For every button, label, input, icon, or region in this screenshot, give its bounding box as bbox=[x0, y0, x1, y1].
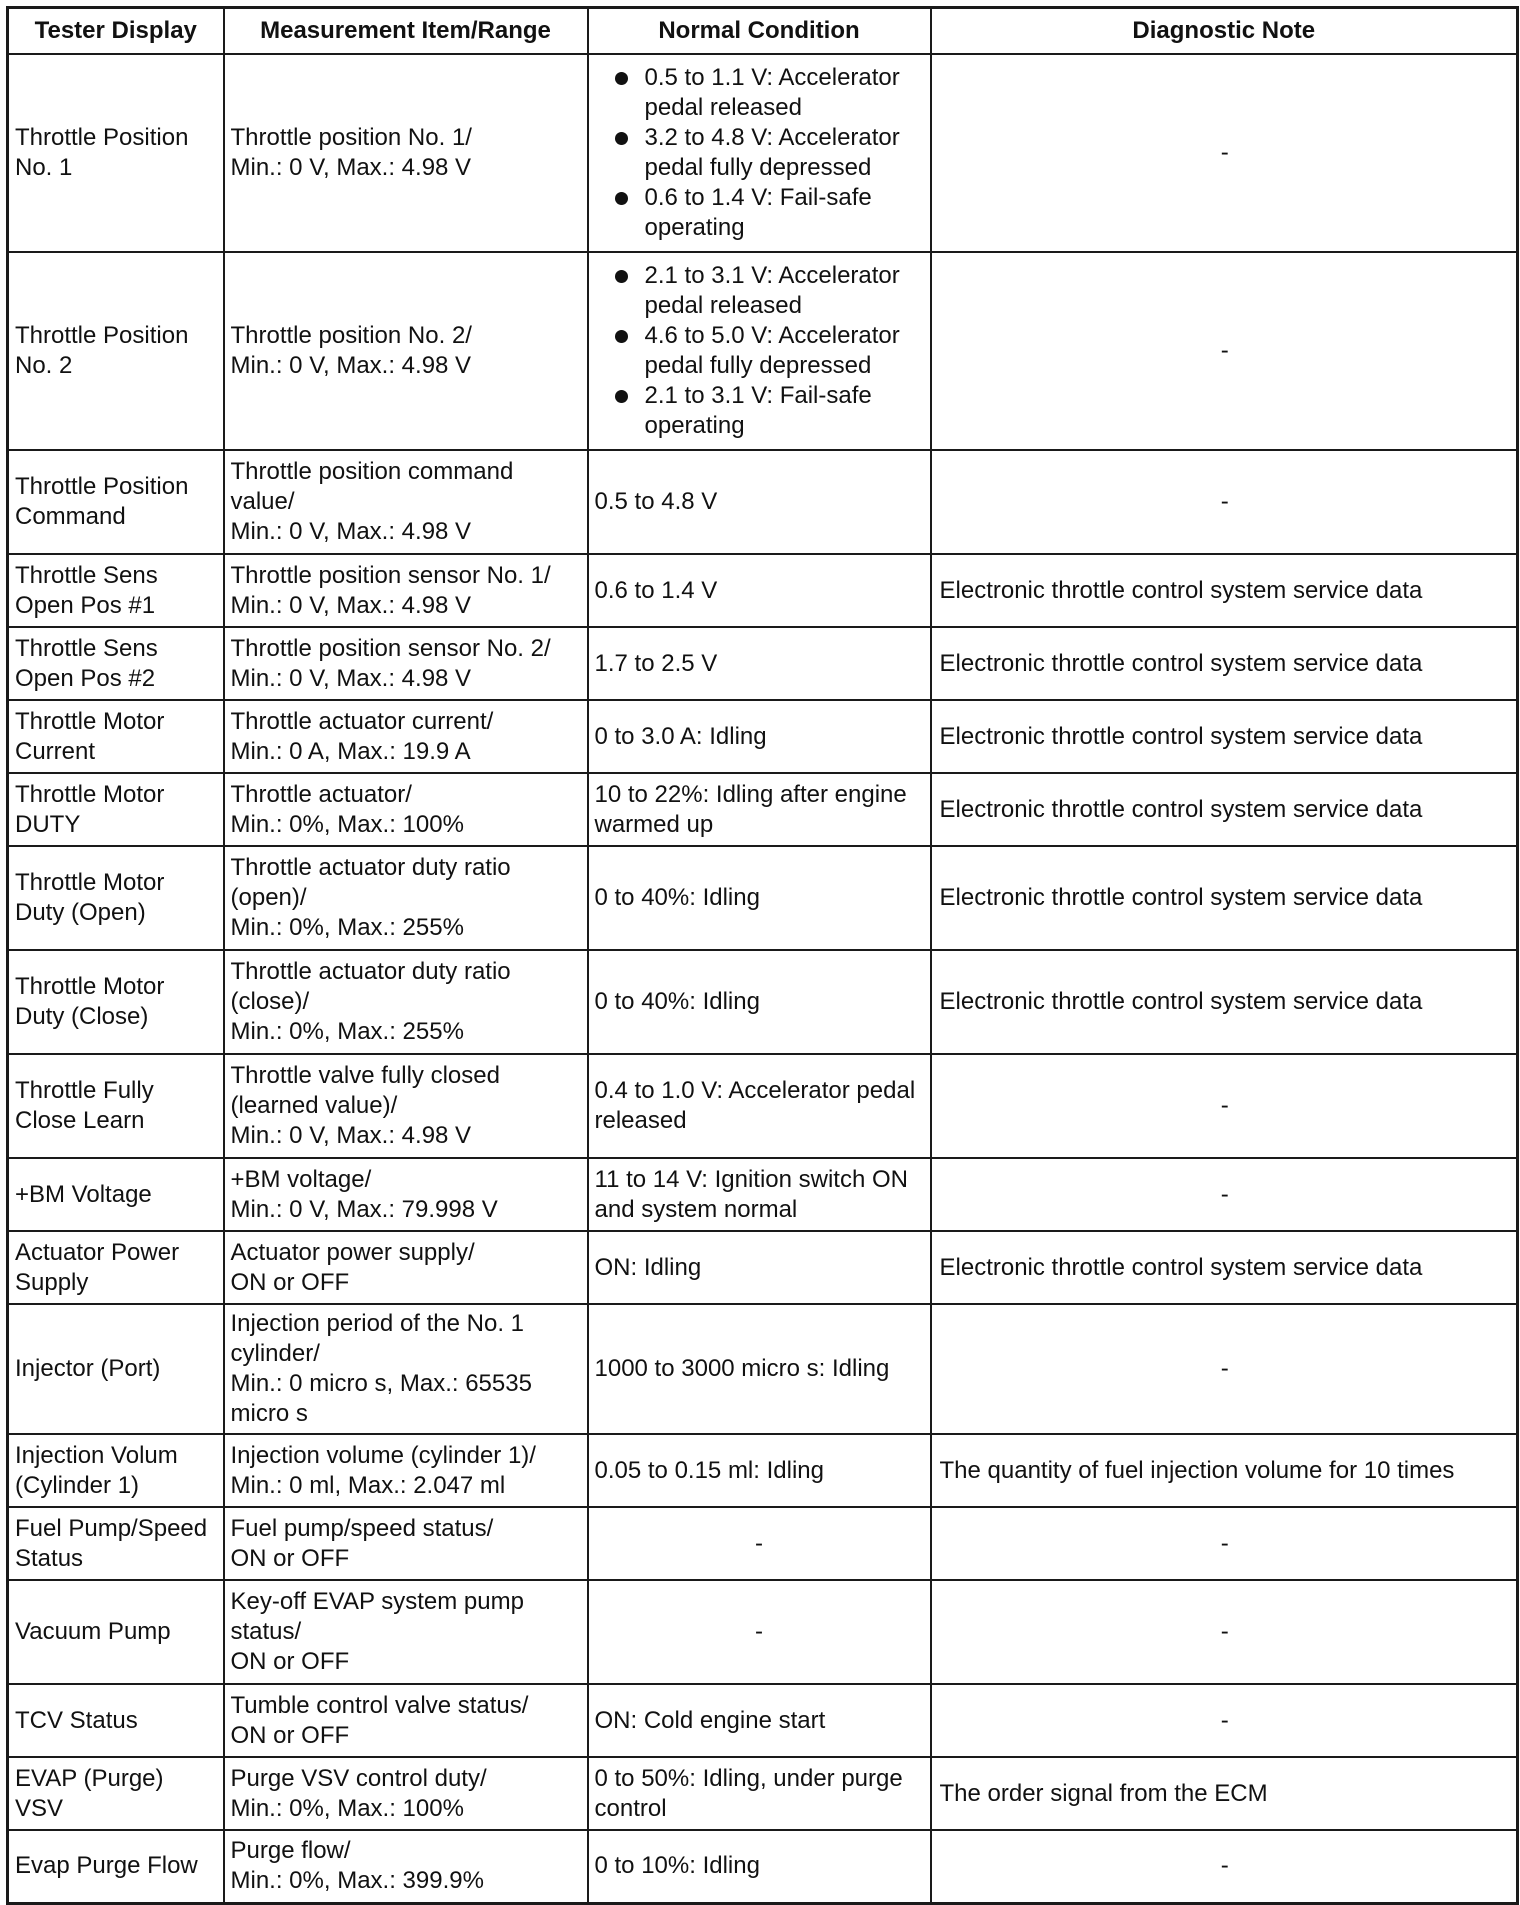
measurement-item-cell: Tumble control valve status/ ON or OFF bbox=[224, 1684, 588, 1757]
table-row bbox=[8, 1054, 1518, 1158]
table-row bbox=[8, 773, 1518, 846]
diagnostic-note-cell: Electronic throttle control system service data bbox=[931, 1231, 1518, 1304]
table-row bbox=[8, 627, 1518, 700]
normal-condition-cell: 0.4 to 1.0 V: Accelerator pedal released bbox=[588, 1054, 931, 1158]
normal-condition-cell: 0 to 10%: Idling bbox=[588, 1830, 931, 1903]
normal-condition-cell: ON: Cold engine start bbox=[588, 1684, 931, 1757]
header-measurement-item: Measurement Item/Range bbox=[224, 8, 588, 55]
table-row bbox=[8, 554, 1518, 627]
normal-condition-cell: - bbox=[588, 1580, 931, 1684]
diagnostic-note-cell: Electronic throttle control system service data bbox=[931, 950, 1518, 1054]
measurement-item-cell: Purge flow/ Min.: 0%, Max.: 399.9% bbox=[224, 1830, 588, 1903]
measurement-item-cell: Injection period of the No. 1 cylinder/ Min.: 0 micro s, Max.: 65535 micro s bbox=[224, 1304, 588, 1434]
normal-condition-cell: 0.6 to 1.4 V bbox=[588, 554, 931, 627]
header-row bbox=[8, 8, 1518, 55]
header-diagnostic-note: Diagnostic Note bbox=[931, 8, 1518, 55]
table-row bbox=[8, 54, 1518, 252]
tester-display-cell: Fuel Pump/Speed Status bbox=[8, 1507, 224, 1580]
tester-display-cell: Throttle Fully Close Learn bbox=[8, 1054, 224, 1158]
condition-list-item: 4.6 to 5.0 V: Accelerator pedal fully depressed bbox=[609, 321, 924, 381]
tester-display-cell: Throttle Position No. 1 bbox=[8, 54, 224, 252]
header-normal-condition: Normal Condition bbox=[588, 8, 931, 55]
table-row bbox=[8, 1684, 1518, 1757]
tester-display-cell: Throttle Motor DUTY bbox=[8, 773, 224, 846]
tester-display-cell: Injection Volum (Cylinder 1) bbox=[8, 1434, 224, 1507]
diagnostic-note-cell: - bbox=[931, 252, 1518, 450]
header-tester-display: Tester Display bbox=[8, 8, 224, 55]
tester-display-cell: Throttle Motor Current bbox=[8, 700, 224, 773]
normal-condition-cell: 0 to 50%: Idling, under purge control bbox=[588, 1757, 931, 1830]
tester-display-cell: Injector (Port) bbox=[8, 1304, 224, 1434]
diagnostic-note-cell: The order signal from the ECM bbox=[931, 1757, 1518, 1830]
tester-display-cell: Vacuum Pump bbox=[8, 1580, 224, 1684]
normal-condition-cell: 10 to 22%: Idling after engine warmed up bbox=[588, 773, 931, 846]
diagnostic-note-cell: - bbox=[931, 1054, 1518, 1158]
tester-display-cell: Evap Purge Flow bbox=[8, 1830, 224, 1903]
table-row bbox=[8, 1580, 1518, 1684]
table-row bbox=[8, 1757, 1518, 1830]
diagnostic-note-cell: - bbox=[931, 1304, 1518, 1434]
table-row bbox=[8, 1231, 1518, 1304]
table-row bbox=[8, 1830, 1518, 1903]
diagnostic-note-cell: - bbox=[931, 1580, 1518, 1684]
measurement-item-cell: Throttle actuator duty ratio (open)/ Min.: 0%, Max.: 255% bbox=[224, 846, 588, 950]
measurement-item-cell: Throttle position No. 2/ Min.: 0 V, Max.: 4.98 V bbox=[224, 252, 588, 450]
table-row bbox=[8, 1304, 1518, 1434]
diagnostic-note-cell: - bbox=[931, 1684, 1518, 1757]
table-row bbox=[8, 450, 1518, 554]
measurement-item-cell: Throttle actuator duty ratio (close)/ Min.: 0%, Max.: 255% bbox=[224, 950, 588, 1054]
condition-list-item: 3.2 to 4.8 V: Accelerator pedal fully depressed bbox=[609, 123, 924, 183]
tester-display-cell: Throttle Position Command bbox=[8, 450, 224, 554]
tester-display-cell: Throttle Motor Duty (Open) bbox=[8, 846, 224, 950]
table-row bbox=[8, 950, 1518, 1054]
condition-list-item: 2.1 to 3.1 V: Fail-safe operating bbox=[609, 381, 924, 441]
tester-display-cell: Actuator Power Supply bbox=[8, 1231, 224, 1304]
table-row bbox=[8, 252, 1518, 450]
diagnostic-note-cell: Electronic throttle control system service data bbox=[931, 700, 1518, 773]
tester-display-cell: Throttle Sens Open Pos #2 bbox=[8, 627, 224, 700]
condition-list-item: 0.6 to 1.4 V: Fail-safe operating bbox=[609, 183, 924, 243]
diagnostic-note-cell: - bbox=[931, 1158, 1518, 1231]
table-row bbox=[8, 1507, 1518, 1580]
measurement-item-cell: Throttle position No. 1/ Min.: 0 V, Max.: 4.98 V bbox=[224, 54, 588, 252]
tester-display-cell: Throttle Motor Duty (Close) bbox=[8, 950, 224, 1054]
normal-condition-cell: 0.5 to 4.8 V bbox=[588, 450, 931, 554]
condition-list-item: 0.5 to 1.1 V: Accelerator pedal released bbox=[609, 63, 924, 123]
measurement-item-cell: Throttle actuator current/ Min.: 0 A, Max.: 19.9 A bbox=[224, 700, 588, 773]
condition-list bbox=[595, 261, 924, 441]
measurement-item-cell: Injection volume (cylinder 1)/ Min.: 0 ml, Max.: 2.047 ml bbox=[224, 1434, 588, 1507]
measurement-item-cell: Throttle position sensor No. 1/ Min.: 0 V, Max.: 4.98 V bbox=[224, 554, 588, 627]
diagnostic-note-cell: - bbox=[931, 1507, 1518, 1580]
measurement-item-cell: Key-off EVAP system pump status/ ON or OFF bbox=[224, 1580, 588, 1684]
tester-display-cell: EVAP (Purge) VSV bbox=[8, 1757, 224, 1830]
normal-condition-cell: 0 to 40%: Idling bbox=[588, 950, 931, 1054]
measurement-item-cell: +BM voltage/ Min.: 0 V, Max.: 79.998 V bbox=[224, 1158, 588, 1231]
measurement-item-cell: Fuel pump/speed status/ ON or OFF bbox=[224, 1507, 588, 1580]
normal-condition-cell: ON: Idling bbox=[588, 1231, 931, 1304]
table-row bbox=[8, 1434, 1518, 1507]
normal-condition-cell: 0 to 40%: Idling bbox=[588, 846, 931, 950]
measurement-item-cell: Actuator power supply/ ON or OFF bbox=[224, 1231, 588, 1304]
normal-condition-cell: 0 to 3.0 A: Idling bbox=[588, 700, 931, 773]
tester-display-cell: Throttle Position No. 2 bbox=[8, 252, 224, 450]
diagnostic-note-cell: Electronic throttle control system service data bbox=[931, 773, 1518, 846]
table-row bbox=[8, 700, 1518, 773]
condition-list bbox=[595, 63, 924, 243]
normal-condition-cell: 1.7 to 2.5 V bbox=[588, 627, 931, 700]
diagnostic-note-cell: - bbox=[931, 450, 1518, 554]
normal-condition-cell: - bbox=[588, 1507, 931, 1580]
tester-display-cell: TCV Status bbox=[8, 1684, 224, 1757]
data-list-table bbox=[6, 6, 1519, 1905]
condition-list-item: 2.1 to 3.1 V: Accelerator pedal released bbox=[609, 261, 924, 321]
diagnostic-note-cell: - bbox=[931, 1830, 1518, 1903]
normal-condition-cell: 0.05 to 0.15 ml: Idling bbox=[588, 1434, 931, 1507]
measurement-item-cell: Throttle position command value/ Min.: 0 V, Max.: 4.98 V bbox=[224, 450, 588, 554]
measurement-item-cell: Throttle position sensor No. 2/ Min.: 0 V, Max.: 4.98 V bbox=[224, 627, 588, 700]
diagnostic-note-cell: - bbox=[931, 54, 1518, 252]
tester-display-cell: +BM Voltage bbox=[8, 1158, 224, 1231]
diagnostic-note-cell: Electronic throttle control system service data bbox=[931, 627, 1518, 700]
measurement-item-cell: Purge VSV control duty/ Min.: 0%, Max.: 100% bbox=[224, 1757, 588, 1830]
tester-display-cell: Throttle Sens Open Pos #1 bbox=[8, 554, 224, 627]
table-row bbox=[8, 846, 1518, 950]
table-row bbox=[8, 1158, 1518, 1231]
measurement-item-cell: Throttle valve fully closed (learned value)/ Min.: 0 V, Max.: 4.98 V bbox=[224, 1054, 588, 1158]
diagnostic-note-cell: Electronic throttle control system service data bbox=[931, 846, 1518, 950]
diagnostic-note-cell: The quantity of fuel injection volume for 10 times bbox=[931, 1434, 1518, 1507]
normal-condition-cell: 1000 to 3000 micro s: Idling bbox=[588, 1304, 931, 1434]
normal-condition-cell bbox=[588, 252, 931, 450]
normal-condition-cell: 11 to 14 V: Ignition switch ON and system normal bbox=[588, 1158, 931, 1231]
normal-condition-cell bbox=[588, 54, 931, 252]
measurement-item-cell: Throttle actuator/ Min.: 0%, Max.: 100% bbox=[224, 773, 588, 846]
diagnostic-note-cell: Electronic throttle control system service data bbox=[931, 554, 1518, 627]
